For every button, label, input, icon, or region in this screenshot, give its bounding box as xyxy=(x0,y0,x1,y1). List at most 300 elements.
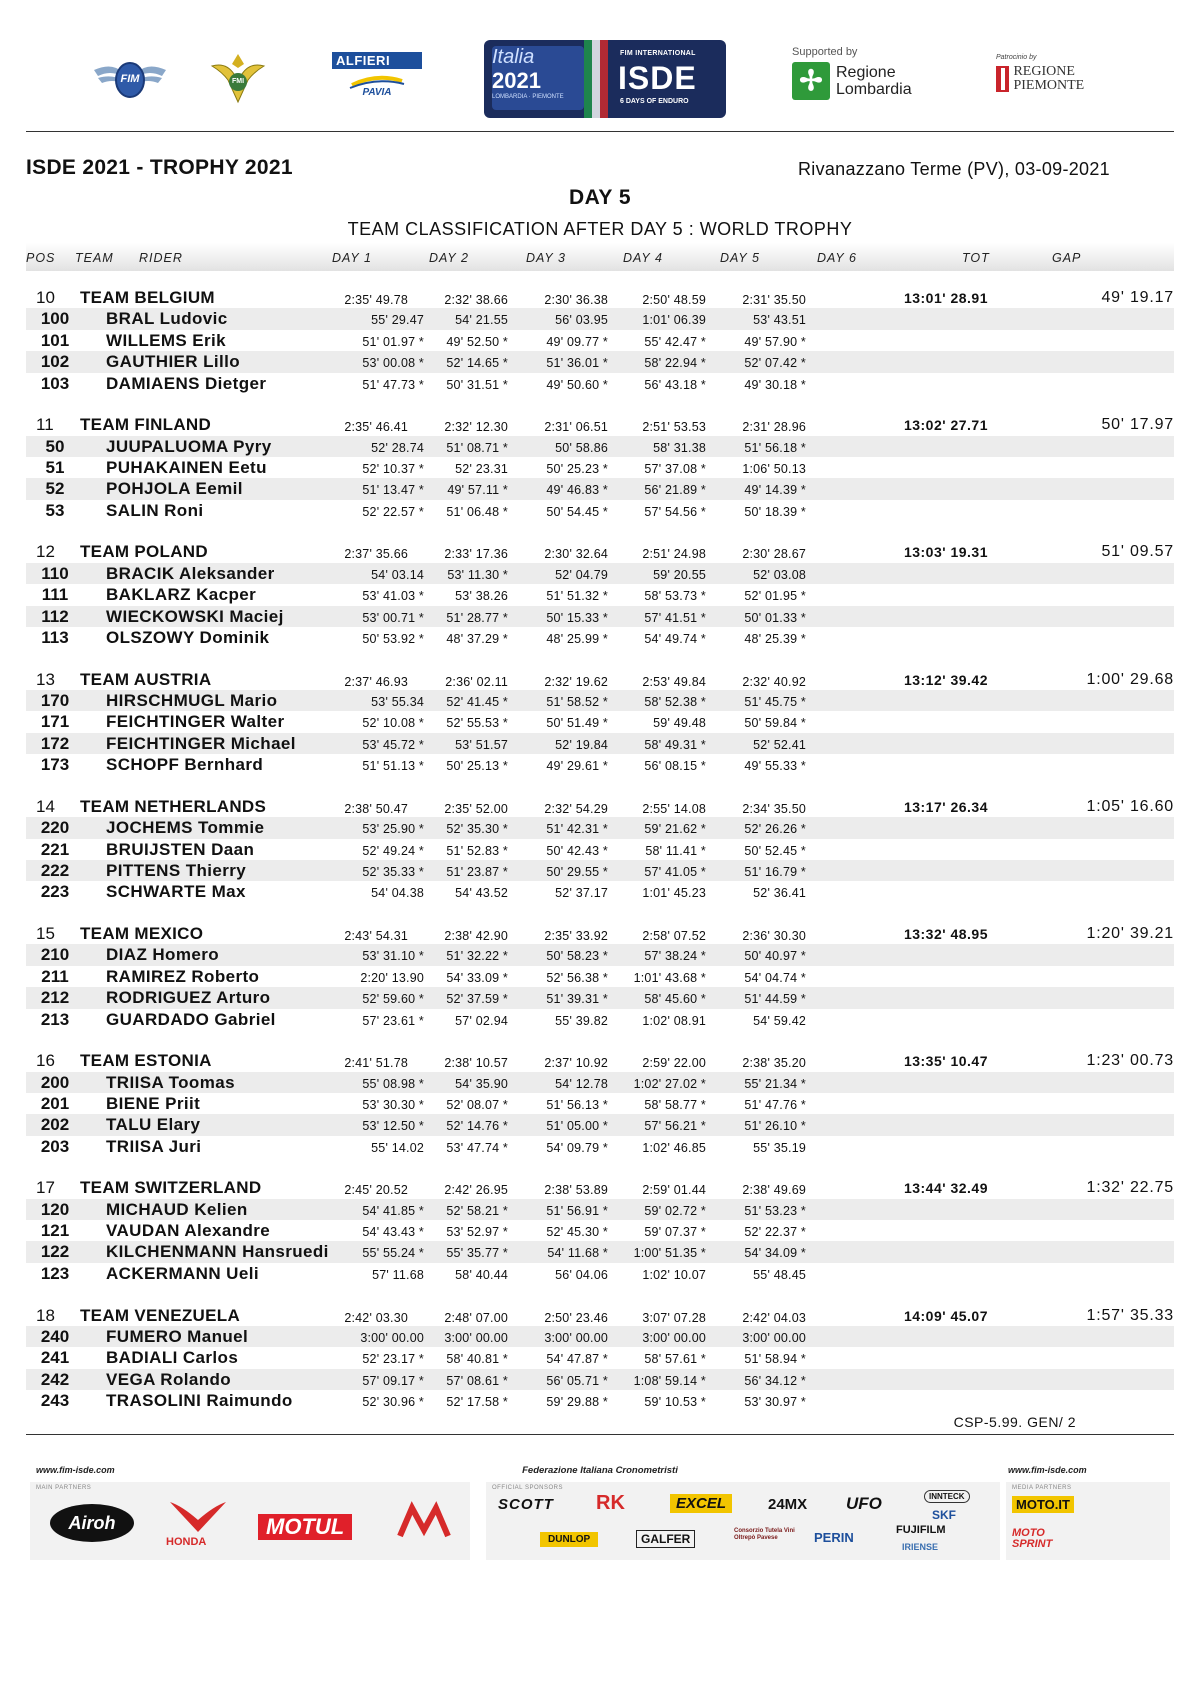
alfieri-logo xyxy=(332,52,422,106)
rider-day4: 58' 11.41 * xyxy=(645,843,706,858)
team-day1: 2:42' 03.30 xyxy=(344,1310,408,1325)
rider-day2: 52' 55.53 * xyxy=(446,716,508,731)
rider-day1: 53' 25.90 * xyxy=(362,822,424,837)
team-day2: 2:32' 38.66 xyxy=(444,293,508,307)
team-gap: 50' 17.97 xyxy=(1101,416,1174,434)
airoh-logo: Airoh xyxy=(50,1504,134,1542)
rider-row xyxy=(26,478,1174,499)
col-day1: DAY 1 xyxy=(332,251,372,265)
rider-day1: 52' 28.74 xyxy=(371,440,424,455)
rider-day2: 51' 32.22 * xyxy=(446,949,508,964)
team-name: TEAM BELGIUM xyxy=(80,288,215,307)
rider-name: BIENE Priit xyxy=(106,1093,201,1113)
rider-name: BRACIK Aleksander xyxy=(106,563,275,583)
team-row xyxy=(26,1050,1174,1071)
rider-name: TRIISA Juri xyxy=(106,1136,202,1156)
rider-name: OLSZOWY Dominik xyxy=(106,627,270,647)
ufo-logo: UFO xyxy=(846,1494,882,1513)
rider-day5: 50' 59.84 * xyxy=(744,716,806,731)
rider-day2: 51' 52.83 * xyxy=(446,843,508,858)
rider-day1: 3:00' 00.00 xyxy=(360,1330,424,1345)
rider-row xyxy=(26,966,1174,987)
team-row xyxy=(26,923,1174,944)
rider-day2: 49' 52.50 * xyxy=(446,334,508,349)
team-day2: 2:38' 42.90 xyxy=(444,928,508,943)
team-gap: 1:20' 39.21 xyxy=(1086,924,1174,942)
rider-day3: 59' 29.88 * xyxy=(546,1395,608,1410)
rider-row xyxy=(26,1326,1174,1347)
team-classification-table xyxy=(26,287,1174,1432)
moto-sprint-logo: MOTO SPRINT xyxy=(1012,1527,1053,1550)
rider-day1: 55' 08.98 * xyxy=(362,1076,424,1091)
team-name: TEAM POLAND xyxy=(80,542,208,562)
rider-name: PUHAKAINEN Eetu xyxy=(106,457,267,477)
team-day2: 2:35' 52.00 xyxy=(444,801,508,816)
honda-logo: HONDA xyxy=(166,1536,207,1548)
rider-day1: 52' 23.17 * xyxy=(362,1352,424,1367)
rider-day5: 54' 59.42 xyxy=(753,1013,806,1028)
rider-day2: 53' 52.97 * xyxy=(446,1225,508,1240)
rider-number: 171 xyxy=(40,712,70,732)
team-block xyxy=(26,414,1174,541)
rider-day1: 54' 03.14 xyxy=(371,567,424,582)
rider-row xyxy=(26,1114,1174,1135)
team-day2: 2:38' 10.57 xyxy=(444,1056,508,1071)
rider-day5: 51' 53.23 * xyxy=(744,1203,806,1218)
team-block xyxy=(26,923,1174,1050)
rider-name: HIRSCHMUGL Mario xyxy=(106,690,278,710)
rider-row xyxy=(26,754,1174,775)
rider-day2: 51' 06.48 * xyxy=(446,504,508,519)
team-day1: 2:38' 50.47 xyxy=(344,801,408,816)
team-row xyxy=(26,796,1174,817)
rider-day5: 48' 25.39 * xyxy=(744,631,806,646)
team-block xyxy=(26,1305,1174,1432)
rider-number: 110 xyxy=(41,563,69,583)
team-day1: 2:41' 51.78 xyxy=(344,1056,408,1071)
rider-number: 123 xyxy=(40,1263,70,1283)
federation-label: Federazione Italiana Cronometristi xyxy=(522,1465,678,1476)
rider-day1: 57' 11.68 xyxy=(372,1267,424,1282)
team-name: TEAM FINLAND xyxy=(80,415,212,435)
24mx-logo: 24MX xyxy=(768,1496,808,1513)
rider-day2: 3:00' 00.00 xyxy=(444,1330,508,1345)
rider-day3: 51' 56.13 * xyxy=(546,1097,608,1112)
rider-day2: 50' 31.51 * xyxy=(446,377,508,392)
rider-name: JUUPALUOMA Pyry xyxy=(106,436,272,456)
team-name: TEAM NETHERLANDS xyxy=(80,796,267,816)
rider-number: 213 xyxy=(40,1009,70,1029)
rider-row xyxy=(26,500,1174,521)
rider-day5: 51' 56.18 * xyxy=(744,440,806,455)
rider-day1: 55' 55.24 * xyxy=(362,1246,424,1261)
rider-number: 172 xyxy=(40,733,70,753)
galfer-logo: GALFER xyxy=(636,1530,695,1548)
rider-number: 120 xyxy=(40,1199,70,1219)
rider-row xyxy=(26,1199,1174,1220)
rider-day5: 3:00' 00.00 xyxy=(742,1330,806,1345)
team-name: TEAM ESTONIA xyxy=(80,1051,212,1071)
rider-day1: 51' 01.97 * xyxy=(362,334,424,349)
col-pos: POS xyxy=(26,251,56,265)
rider-day4: 1:01' 45.23 xyxy=(642,886,706,901)
rider-day1: 53' 30.30 * xyxy=(362,1097,424,1112)
rk-logo: RK xyxy=(596,1492,625,1514)
website-right: www.fim-isde.com xyxy=(1008,1465,1087,1475)
team-day5: 2:32' 40.92 xyxy=(742,674,806,689)
rider-row xyxy=(26,1369,1174,1390)
team-day4: 2:53' 49.84 xyxy=(642,674,706,689)
rider-day5: 52' 22.37 * xyxy=(744,1225,806,1240)
rider-name: PITTENS Thierry xyxy=(106,860,247,880)
rider-name: KILCHENMANN Hansruedi xyxy=(106,1242,329,1262)
rider-day2: 55' 35.77 * xyxy=(446,1246,508,1261)
rider-day5: 53' 43.51 xyxy=(753,313,806,328)
team-name: TEAM MEXICO xyxy=(80,923,204,943)
rider-day4: 59' 07.37 * xyxy=(644,1225,706,1240)
rider-day3: 51' 39.31 * xyxy=(546,992,608,1007)
rider-day2: 50' 25.13 * xyxy=(446,759,508,774)
rider-name: FEICHTINGER Michael xyxy=(106,733,296,753)
rider-day2: 52' 35.30 * xyxy=(446,822,508,837)
rider-day5: 51' 45.75 * xyxy=(744,694,806,709)
rider-name: GAUTHIER Lillo xyxy=(106,352,241,372)
rider-number: 101 xyxy=(40,330,70,350)
rider-day4: 57' 56.21 * xyxy=(644,1119,706,1134)
kappa-logo xyxy=(30,1548,33,1549)
team-day1: 2:37' 35.66 xyxy=(344,547,408,562)
rider-day5: 51' 47.76 * xyxy=(744,1097,806,1112)
team-day2: 2:42' 26.95 xyxy=(444,1183,508,1198)
rider-day3: 50' 58.86 xyxy=(555,440,608,455)
team-day3: 2:30' 36.38 xyxy=(544,293,608,307)
rider-day3: 50' 15.33 * xyxy=(546,610,608,625)
rider-day3: 48' 25.99 * xyxy=(546,631,608,646)
team-row xyxy=(26,669,1174,690)
team-gap: 1:32' 22.75 xyxy=(1086,1179,1174,1197)
italian-flag-icon xyxy=(584,40,608,118)
rider-day4: 55' 42.47 * xyxy=(644,334,706,349)
regione-lombardia-text: Regione Lombardia xyxy=(836,64,912,98)
rider-day4: 58' 52.38 * xyxy=(644,694,706,709)
col-day3: DAY 3 xyxy=(526,251,566,265)
team-row xyxy=(26,1177,1174,1198)
rider-number: 51 xyxy=(45,457,65,477)
rider-day5: 53' 30.97 * xyxy=(744,1395,806,1410)
rider-number: 241 xyxy=(40,1348,70,1368)
rider-number: 112 xyxy=(41,606,69,626)
rider-day1: 51' 47.73 * xyxy=(362,377,424,392)
team-pos: 16 xyxy=(36,1051,55,1071)
rider-day5: 51' 58.94 * xyxy=(744,1352,806,1367)
rider-row xyxy=(26,1390,1174,1411)
team-day4: 2:50' 48.59 xyxy=(642,293,706,307)
rider-day1: 55' 29.47 xyxy=(371,313,424,328)
column-header-row xyxy=(26,243,1174,271)
rider-day3: 52' 04.79 xyxy=(555,567,608,582)
rider-day2: 52' 23.31 xyxy=(455,461,508,476)
scott-logo: SCOTT xyxy=(498,1496,554,1513)
rider-day1: 50' 53.92 * xyxy=(362,631,424,646)
rider-day3: 55' 39.82 xyxy=(555,1013,608,1028)
patrocinio-label: Patrocinio by xyxy=(996,54,1037,61)
col-day4: DAY 4 xyxy=(623,251,663,265)
place-date: Rivanazzano Terme (PV), 03-09-2021 xyxy=(797,159,1110,179)
rider-day4: 1:08' 59.14 * xyxy=(633,1373,706,1388)
rider-day1: 54' 43.43 * xyxy=(362,1225,424,1240)
rider-name: SCHOPF Bernhard xyxy=(106,755,264,775)
rider-day1: 52' 49.24 * xyxy=(362,843,424,858)
footer-divider xyxy=(26,1434,1174,1435)
rider-day3: 52' 37.17 xyxy=(555,886,608,901)
rider-number: 102 xyxy=(40,352,70,372)
header-divider xyxy=(26,131,1174,132)
regione-piemonte-text: REGIONE PIEMONTE xyxy=(1013,64,1085,93)
rider-day3: 3:00' 00.00 xyxy=(544,1330,608,1345)
rider-day4: 59' 20.55 xyxy=(653,567,706,582)
team-block xyxy=(26,1050,1174,1177)
team-day1: 2:35' 46.41 xyxy=(344,420,408,435)
rider-day2: 52' 17.58 * xyxy=(446,1395,508,1410)
rider-row xyxy=(26,860,1174,881)
rider-day3: 52' 56.38 * xyxy=(546,970,608,985)
rider-day4: 54' 49.74 * xyxy=(644,631,706,646)
rider-row xyxy=(26,457,1174,478)
rider-day2: 52' 37.59 * xyxy=(446,992,508,1007)
rider-name: MICHAUD Kelien xyxy=(106,1199,248,1219)
rider-name: SALIN Roni xyxy=(106,500,204,520)
team-day3: 2:32' 19.62 xyxy=(544,674,608,689)
rider-day4: 58' 31.38 xyxy=(653,440,706,455)
rider-day1: 53' 00.08 * xyxy=(362,356,424,371)
rider-number: 212 xyxy=(40,988,70,1008)
team-total: 13:17' 26.34 xyxy=(903,798,988,815)
rider-day2: 51' 28.77 * xyxy=(446,610,508,625)
rider-day3: 51' 05.00 * xyxy=(546,1119,608,1134)
team-day5: 2:38' 49.69 xyxy=(742,1183,806,1198)
rider-row xyxy=(26,881,1174,902)
team-day3: 2:50' 23.46 xyxy=(544,1310,608,1325)
rider-day3: 51' 36.01 * xyxy=(546,356,608,371)
team-day5: 2:30' 28.67 xyxy=(742,547,806,562)
team-day4: 2:59' 22.00 xyxy=(642,1056,706,1071)
team-gap: 1:00' 29.68 xyxy=(1086,670,1174,688)
rider-number: 121 xyxy=(40,1221,70,1241)
rider-name: DAMIAENS Dietger xyxy=(106,373,267,393)
rider-day3: 56' 03.95 xyxy=(555,313,608,328)
rider-number: 122 xyxy=(40,1242,70,1262)
rider-day4: 57' 37.08 * xyxy=(644,461,706,476)
col-tot: TOT xyxy=(962,251,990,265)
rider-number: 240 xyxy=(40,1326,70,1346)
motul-logo: MOTUL xyxy=(258,1514,352,1540)
regione-lombardia-logo xyxy=(792,46,932,112)
rider-day1: 53' 12.50 * xyxy=(362,1119,424,1134)
rider-day4: 57' 41.51 * xyxy=(644,610,706,625)
isde-name-text: ISDE xyxy=(618,60,697,96)
team-day1: 2:35' 49.78 xyxy=(344,293,408,307)
team-total: 13:12' 39.42 xyxy=(903,671,988,688)
rider-number: 202 xyxy=(40,1115,70,1135)
rider-name: FEICHTINGER Walter xyxy=(106,712,285,732)
team-day2: 2:36' 02.11 xyxy=(445,674,508,689)
col-gap: GAP xyxy=(1052,251,1082,265)
rider-number: 201 xyxy=(40,1093,70,1113)
main-partners-label: MAIN PARTNERS xyxy=(36,1485,92,1491)
rider-day2: 54' 33.09 * xyxy=(446,970,508,985)
rider-day3: 50' 58.23 * xyxy=(546,949,608,964)
team-block xyxy=(26,1177,1174,1304)
rider-day1: 53' 45.72 * xyxy=(362,737,424,752)
rider-day3: 52' 45.30 * xyxy=(546,1225,608,1240)
team-day4: 2:51' 53.53 xyxy=(642,420,706,435)
team-day4: 2:55' 14.08 xyxy=(642,801,706,816)
rider-day5: 54' 04.74 * xyxy=(744,970,806,985)
rider-number: 53 xyxy=(45,500,65,520)
team-block xyxy=(26,669,1174,796)
team-gap: 1:05' 16.60 xyxy=(1086,797,1174,815)
rider-number: 52 xyxy=(45,479,65,499)
official-sponsors-label: OFFICIAL SPONSORS xyxy=(492,1485,563,1491)
team-pos: 13 xyxy=(36,669,55,689)
rider-number: 211 xyxy=(41,966,69,986)
rider-day5: 52' 07.42 * xyxy=(744,356,806,371)
rider-day1: 52' 10.08 * xyxy=(362,716,424,731)
official-sponsors-panel xyxy=(486,1482,1000,1560)
rider-name: TRASOLINI Raimundo xyxy=(106,1391,293,1411)
isde-2021-logo xyxy=(484,40,726,118)
rider-day3: 54' 12.78 xyxy=(555,1076,608,1091)
rider-number: 242 xyxy=(40,1369,70,1389)
rider-day4: 1:02' 27.02 * xyxy=(633,1076,706,1091)
rider-day1: 53' 00.71 * xyxy=(362,610,424,625)
rider-number: 100 xyxy=(40,309,70,329)
rider-day2: 51' 23.87 * xyxy=(446,864,508,879)
rider-day4: 1:01' 06.39 xyxy=(642,313,706,328)
rider-day3: 51' 51.32 * xyxy=(546,589,608,604)
rider-row xyxy=(26,733,1174,754)
team-pos: 12 xyxy=(36,542,55,562)
rider-day2: 52' 41.45 * xyxy=(446,694,508,709)
rider-day1: 2:20' 13.90 xyxy=(360,970,424,985)
rider-day1: 54' 04.38 xyxy=(371,886,424,901)
rider-day4: 59' 49.48 xyxy=(653,716,706,731)
rider-day5: 50' 01.33 * xyxy=(744,610,806,625)
team-total: 14:09' 45.07 xyxy=(903,1307,988,1324)
rider-day4: 58' 58.77 * xyxy=(644,1097,706,1112)
rider-name: POHJOLA Eemil xyxy=(106,479,243,499)
rider-row xyxy=(26,690,1174,711)
rider-day1: 52' 10.37 * xyxy=(362,461,424,476)
team-row xyxy=(26,541,1174,562)
rider-day5: 50' 52.45 * xyxy=(744,843,806,858)
rider-name: JOCHEMS Tommie xyxy=(106,818,265,838)
rider-day4: 57' 41.05 * xyxy=(644,864,706,879)
fmi-logo-text: FMI xyxy=(231,78,245,85)
team-gap: 1:23' 00.73 xyxy=(1086,1052,1174,1070)
day-heading: DAY 5 xyxy=(568,186,632,209)
rider-name: VAUDAN Alexandre xyxy=(106,1221,271,1241)
media-partners-label: MEDIA PARTNERS xyxy=(1012,1485,1072,1491)
col-day5: DAY 5 xyxy=(720,251,760,265)
team-day3: 2:37' 10.92 xyxy=(544,1056,608,1071)
rider-row xyxy=(26,987,1174,1008)
rider-day3: 56' 04.06 xyxy=(555,1267,608,1282)
rider-name: VEGA Rolando xyxy=(106,1369,232,1389)
rider-number: 223 xyxy=(40,882,70,902)
rider-day5: 1:06' 50.13 xyxy=(742,461,806,476)
rider-day3: 50' 51.49 * xyxy=(546,716,608,731)
rider-day5: 52' 36.41 xyxy=(753,886,806,901)
rider-day1: 54' 41.85 * xyxy=(362,1203,424,1218)
rider-name: SCHWARTE Max xyxy=(106,882,246,902)
rider-day3: 49' 29.61 * xyxy=(546,759,608,774)
rider-row xyxy=(26,563,1174,584)
rider-row xyxy=(26,584,1174,605)
rider-day3: 54' 09.79 * xyxy=(546,1140,608,1155)
rider-day4: 57' 38.24 * xyxy=(644,949,706,964)
rider-day5: 49' 30.18 * xyxy=(744,377,806,392)
rider-row xyxy=(26,627,1174,648)
rider-row xyxy=(26,330,1174,351)
rider-day4: 59' 21.62 * xyxy=(644,822,706,837)
rider-row xyxy=(26,308,1174,329)
team-gap: 1:57' 35.33 xyxy=(1086,1306,1174,1324)
team-day5: 2:34' 35.50 xyxy=(742,801,806,816)
rider-day2: 53' 51.57 xyxy=(455,737,508,752)
rider-day3: 51' 58.52 * xyxy=(546,694,608,709)
rider-day5: 52' 52.41 xyxy=(753,737,806,752)
team-total: 13:03' 19.31 xyxy=(903,544,988,561)
team-pos: 18 xyxy=(36,1305,55,1325)
rider-day2: 52' 08.07 * xyxy=(446,1097,508,1112)
isde-fim-text: FIM INTERNATIONAL xyxy=(620,50,696,57)
isde-days-text: 6 DAYS OF ENDURO xyxy=(620,98,689,105)
rider-name: RAMIREZ Roberto xyxy=(106,966,260,986)
team-row xyxy=(26,1305,1174,1326)
fmi-logo xyxy=(208,50,268,108)
team-day4: 2:51' 24.98 xyxy=(642,547,706,562)
rider-day4: 58' 53.73 * xyxy=(644,589,706,604)
rider-name: FUMERO Manuel xyxy=(106,1326,249,1346)
col-rider: RIDER xyxy=(139,251,183,265)
team-day1: 2:45' 20.52 xyxy=(344,1183,408,1198)
rider-day3: 50' 25.23 * xyxy=(546,461,608,476)
rider-day1: 52' 30.96 * xyxy=(362,1395,424,1410)
rider-day1: 51' 51.13 * xyxy=(362,759,424,774)
dunlop-logo: DUNLOP xyxy=(540,1532,598,1547)
team-row xyxy=(26,287,1174,308)
website-left: www.fim-isde.com xyxy=(36,1465,115,1475)
rider-day2: 54' 43.52 xyxy=(455,886,508,901)
isde-region-text: LOMBARDIA · PIEMONTE xyxy=(492,94,564,100)
rider-row xyxy=(26,839,1174,860)
rider-day4: 58' 45.60 * xyxy=(644,992,706,1007)
team-day5: 2:38' 35.20 xyxy=(742,1056,806,1071)
rider-day3: 51' 56.91 * xyxy=(546,1203,608,1218)
isde-italia-text: Italia xyxy=(492,46,535,68)
logo-strip xyxy=(0,38,1200,120)
rider-row xyxy=(26,373,1174,394)
rider-day4: 1:02' 08.91 xyxy=(642,1013,706,1028)
rider-day4: 56' 43.18 * xyxy=(644,377,706,392)
rider-name: WIECKOWSKI Maciej xyxy=(106,606,284,626)
rider-number: 220 xyxy=(40,818,70,838)
rider-row xyxy=(26,1220,1174,1241)
rider-day4: 1:02' 46.85 xyxy=(642,1140,706,1155)
rider-day4: 58' 49.31 * xyxy=(644,737,706,752)
rider-number: 243 xyxy=(40,1391,70,1411)
